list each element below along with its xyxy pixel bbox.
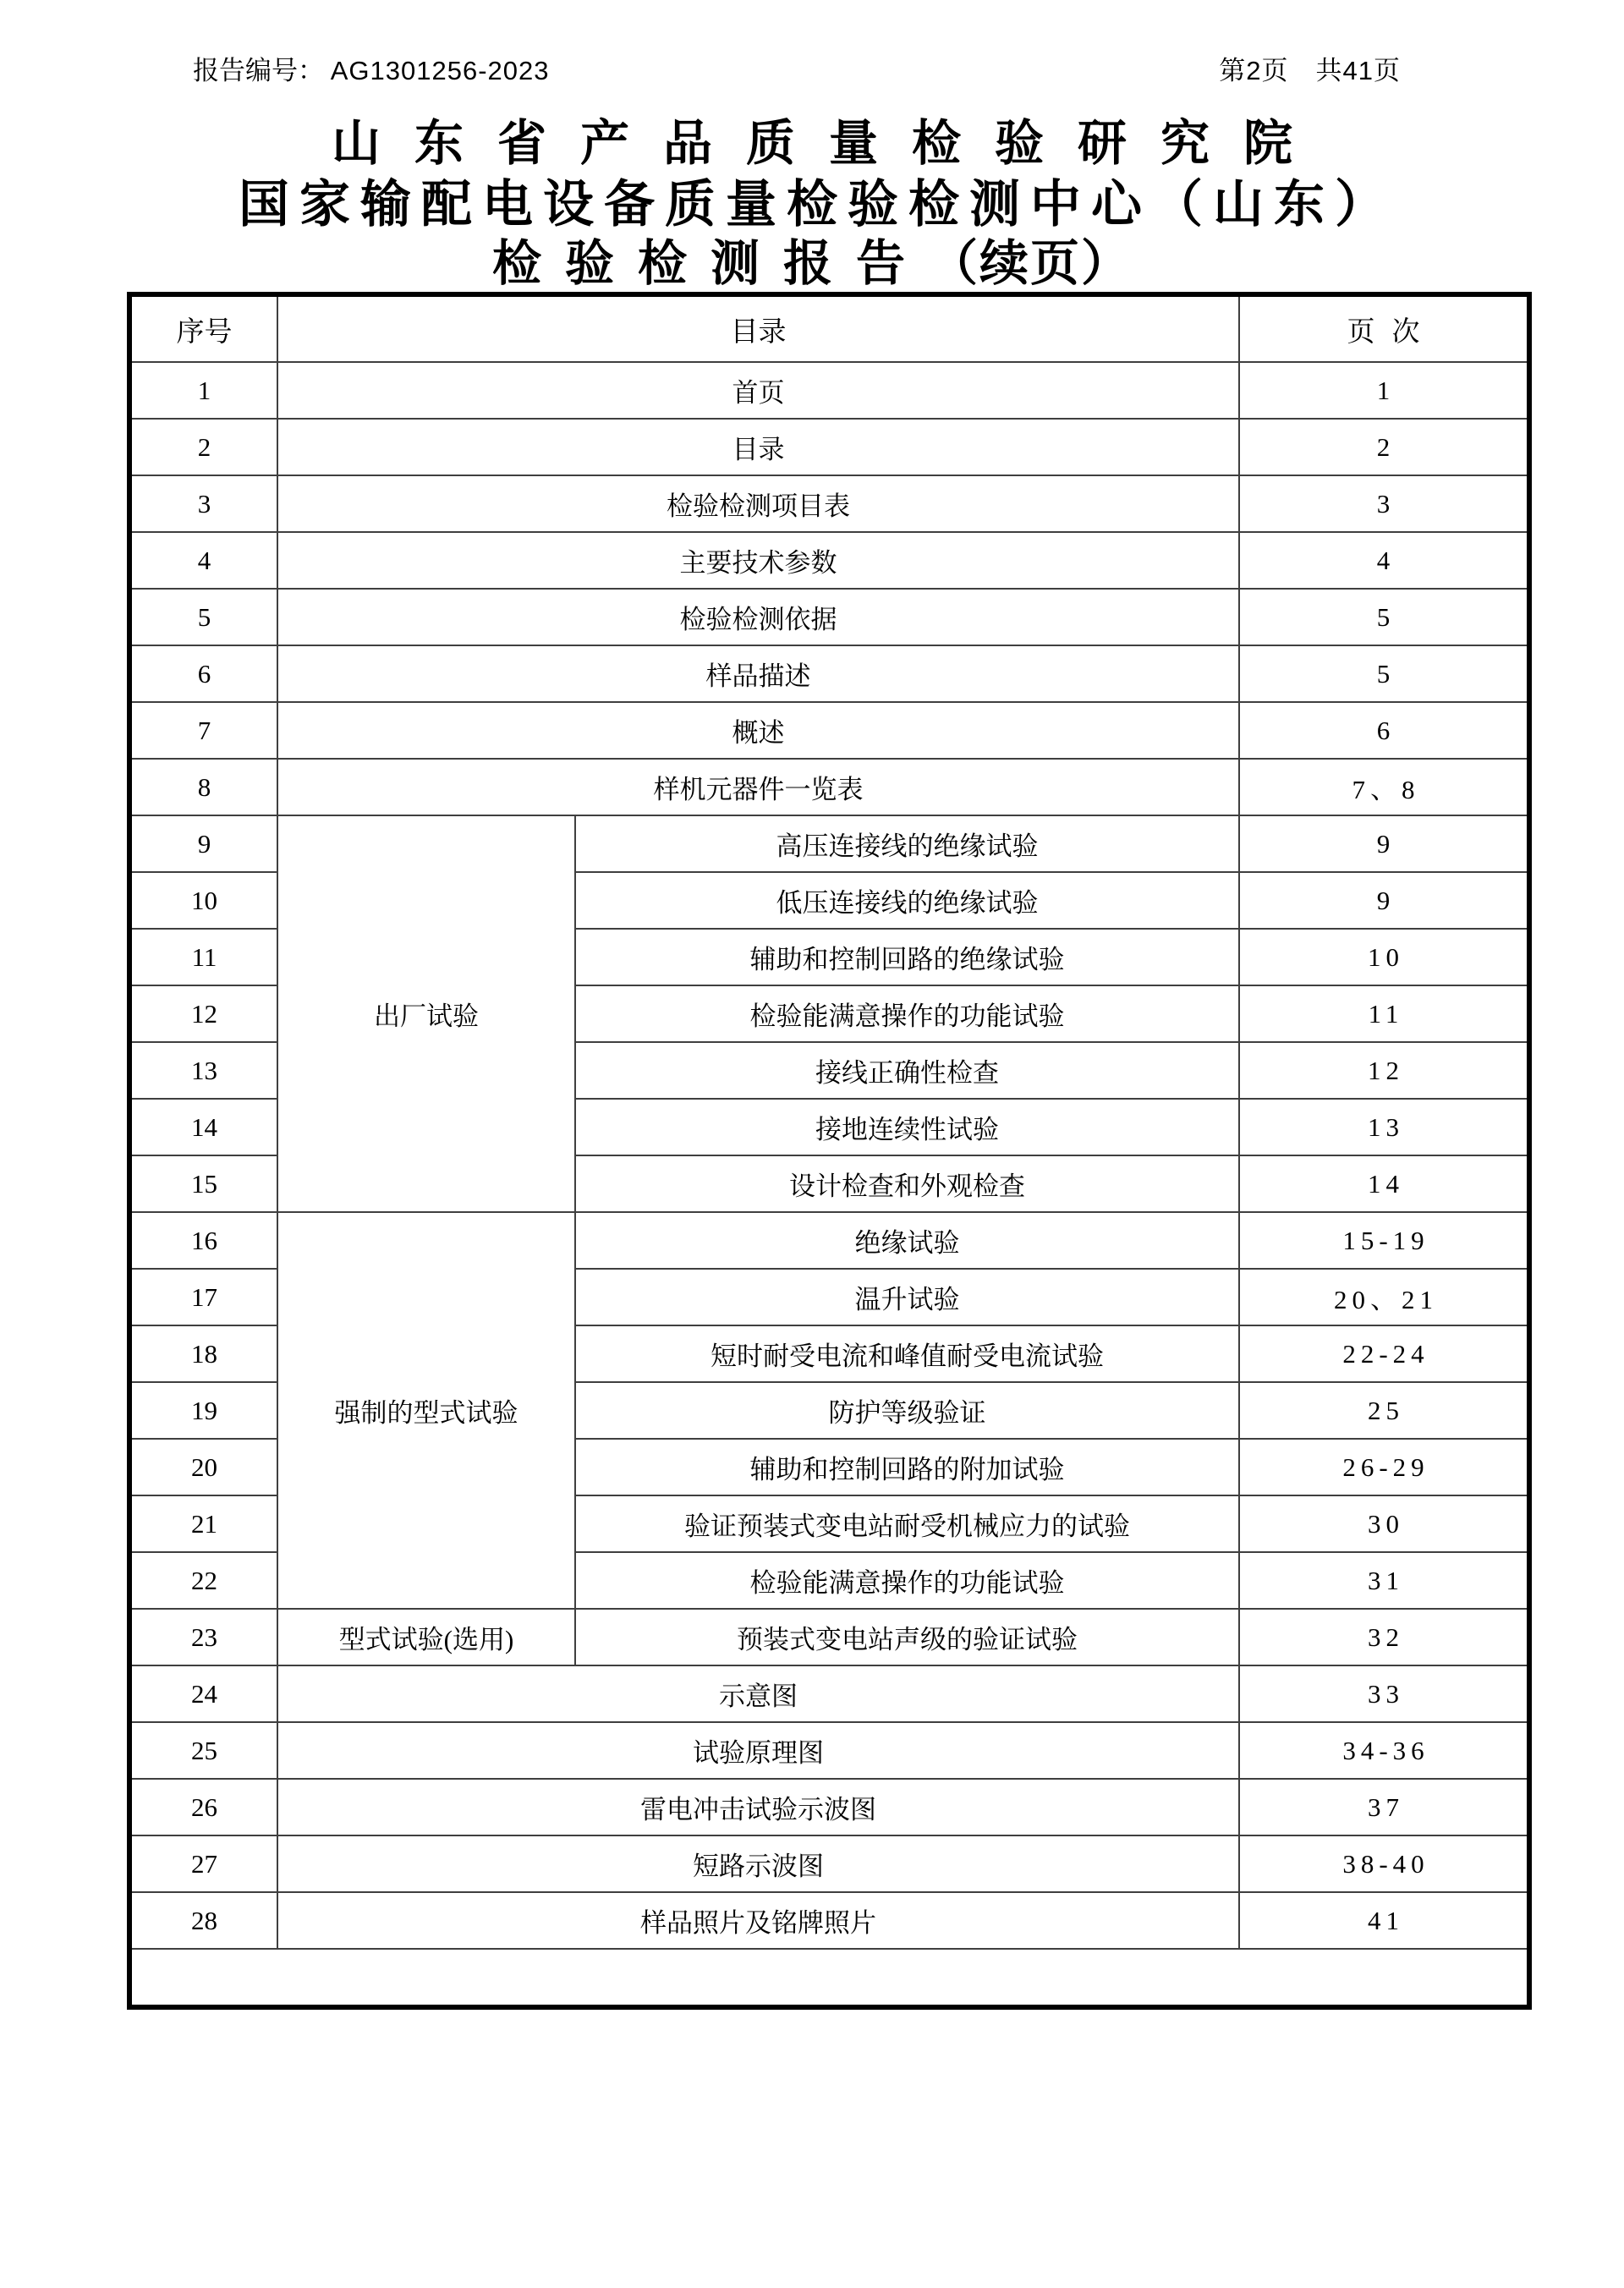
row-no: 3 xyxy=(129,475,277,532)
row-toc-entry: 短路示波图 xyxy=(277,1835,1239,1892)
col-header-no: 序号 xyxy=(129,294,277,362)
row-toc-entry: 雷电冲击试验示波图 xyxy=(277,1779,1239,1835)
row-page: 15-19 xyxy=(1239,1212,1529,1269)
row-no: 16 xyxy=(129,1212,277,1269)
row-no: 24 xyxy=(129,1665,277,1722)
row-page: 2 xyxy=(1239,419,1529,475)
row-toc-entry: 首页 xyxy=(277,362,1239,419)
row-toc-entry: 高压连接线的绝缘试验 xyxy=(575,815,1239,872)
row-no: 18 xyxy=(129,1325,277,1382)
row-group-label: 出厂试验 xyxy=(277,815,575,1212)
row-toc-entry: 试验原理图 xyxy=(277,1722,1239,1779)
table-row xyxy=(129,475,1529,532)
row-no: 12 xyxy=(129,985,277,1042)
row-no: 15 xyxy=(129,1155,277,1212)
row-toc-entry: 防护等级验证 xyxy=(575,1382,1239,1439)
row-toc-entry: 样品照片及铭牌照片 xyxy=(277,1892,1239,1949)
row-page: 9 xyxy=(1239,815,1529,872)
row-page: 32 xyxy=(1239,1609,1529,1665)
report-title-suffix: （续页） xyxy=(929,236,1133,291)
row-toc-entry: 接地连续性试验 xyxy=(575,1099,1239,1155)
row-toc-entry: 目录 xyxy=(277,419,1239,475)
table-row xyxy=(129,815,1529,872)
row-toc-entry: 绝缘试验 xyxy=(575,1212,1239,1269)
toc-table-header xyxy=(129,294,1529,362)
toc-table xyxy=(127,292,1532,2010)
row-page: 14 xyxy=(1239,1155,1529,1212)
row-page: 34-36 xyxy=(1239,1722,1529,1779)
row-page: 20、21 xyxy=(1239,1269,1529,1325)
row-page: 1 xyxy=(1239,362,1529,419)
row-page: 26-29 xyxy=(1239,1439,1529,1495)
table-row xyxy=(129,759,1529,815)
table-row xyxy=(129,1609,1529,1665)
row-toc-entry: 短时耐受电流和峰值耐受电流试验 xyxy=(575,1325,1239,1382)
row-page: 38-40 xyxy=(1239,1835,1529,1892)
row-group-label: 强制的型式试验 xyxy=(277,1212,575,1609)
row-no: 21 xyxy=(129,1495,277,1552)
row-toc-entry: 检验检测依据 xyxy=(277,589,1239,645)
toc-rows xyxy=(129,362,1529,2007)
table-row xyxy=(129,702,1529,759)
row-page: 4 xyxy=(1239,532,1529,589)
row-toc-entry: 样品描述 xyxy=(277,645,1239,702)
row-toc-entry: 接线正确性检查 xyxy=(575,1042,1239,1099)
page-indicator: 第2页 共41页 xyxy=(1219,56,1401,85)
row-page: 10 xyxy=(1239,929,1529,985)
row-toc-entry: 辅助和控制回路的附加试验 xyxy=(575,1439,1239,1495)
row-no: 8 xyxy=(129,759,277,815)
center-title: 国家输配电设备质量检验检测中心（山东） xyxy=(239,177,1396,233)
row-page: 30 xyxy=(1239,1495,1529,1552)
empty-footer-row xyxy=(129,1949,1529,2007)
row-page: 13 xyxy=(1239,1099,1529,1155)
row-no: 7 xyxy=(129,702,277,759)
row-page: 5 xyxy=(1239,589,1529,645)
row-no: 2 xyxy=(129,419,277,475)
row-page: 41 xyxy=(1239,1892,1529,1949)
row-page: 5 xyxy=(1239,645,1529,702)
row-no: 25 xyxy=(129,1722,277,1779)
row-toc-entry: 检验能满意操作的功能试验 xyxy=(575,985,1239,1042)
row-page: 6 xyxy=(1239,702,1529,759)
row-page: 37 xyxy=(1239,1779,1529,1835)
row-toc-entry: 设计检查和外观检查 xyxy=(575,1155,1239,1212)
table-row xyxy=(129,1665,1529,1722)
report-number xyxy=(193,49,550,87)
row-toc-entry: 检验能满意操作的功能试验 xyxy=(575,1552,1239,1609)
row-toc-entry: 验证预装式变电站耐受机械应力的试验 xyxy=(575,1495,1239,1552)
row-no: 27 xyxy=(129,1835,277,1892)
row-page: 11 xyxy=(1239,985,1529,1042)
row-no: 10 xyxy=(129,872,277,929)
row-no: 11 xyxy=(129,929,277,985)
row-no: 9 xyxy=(129,815,277,872)
table-row xyxy=(129,589,1529,645)
col-header-page: 页次 xyxy=(1239,294,1529,362)
report-title xyxy=(0,223,1624,294)
row-toc-entry: 概述 xyxy=(277,702,1239,759)
row-no: 20 xyxy=(129,1439,277,1495)
table-row xyxy=(129,532,1529,589)
row-toc-entry: 主要技术参数 xyxy=(277,532,1239,589)
table-row xyxy=(129,645,1529,702)
table-row xyxy=(129,1835,1529,1892)
table-row xyxy=(129,1212,1529,1269)
row-toc-entry: 辅助和控制回路的绝缘试验 xyxy=(575,929,1239,985)
col-header-toc: 目录 xyxy=(277,294,1239,362)
org-title: 山东省产品质量检验研究院 xyxy=(331,116,1326,171)
row-no: 6 xyxy=(129,645,277,702)
row-toc-entry: 检验检测项目表 xyxy=(277,475,1239,532)
table-row xyxy=(129,1722,1529,1779)
row-no: 19 xyxy=(129,1382,277,1439)
row-toc-entry: 低压连接线的绝缘试验 xyxy=(575,872,1239,929)
table-row xyxy=(129,1779,1529,1835)
table-row xyxy=(129,1892,1529,1949)
row-no: 5 xyxy=(129,589,277,645)
row-no: 1 xyxy=(129,362,277,419)
report-number-value: AG1301256-2023 xyxy=(330,56,550,85)
row-page: 9 xyxy=(1239,872,1529,929)
row-page: 7、8 xyxy=(1239,759,1529,815)
row-no: 17 xyxy=(129,1269,277,1325)
row-no: 26 xyxy=(129,1779,277,1835)
row-no: 22 xyxy=(129,1552,277,1609)
row-page: 12 xyxy=(1239,1042,1529,1099)
row-page: 22-24 xyxy=(1239,1325,1529,1382)
row-page: 31 xyxy=(1239,1552,1529,1609)
row-no: 13 xyxy=(129,1042,277,1099)
row-no: 4 xyxy=(129,532,277,589)
row-toc-entry: 样机元器件一览表 xyxy=(277,759,1239,815)
row-no: 14 xyxy=(129,1099,277,1155)
empty-footer-cell xyxy=(129,1949,1529,2007)
row-no: 28 xyxy=(129,1892,277,1949)
table-row xyxy=(129,362,1529,419)
report-number-label: 报告编号： xyxy=(193,56,324,85)
row-toc-entry: 温升试验 xyxy=(575,1269,1239,1325)
row-page: 25 xyxy=(1239,1382,1529,1439)
row-toc-entry: 预装式变电站声级的验证试验 xyxy=(575,1609,1239,1665)
row-group-label: 型式试验(选用) xyxy=(277,1609,575,1665)
report-title-main: 检验检测报告 xyxy=(491,236,929,291)
table-row xyxy=(129,419,1529,475)
page-header xyxy=(193,49,1401,87)
row-toc-entry: 示意图 xyxy=(277,1665,1239,1722)
header-row xyxy=(129,294,1529,362)
row-page: 3 xyxy=(1239,475,1529,532)
row-no: 23 xyxy=(129,1609,277,1665)
row-page: 33 xyxy=(1239,1665,1529,1722)
